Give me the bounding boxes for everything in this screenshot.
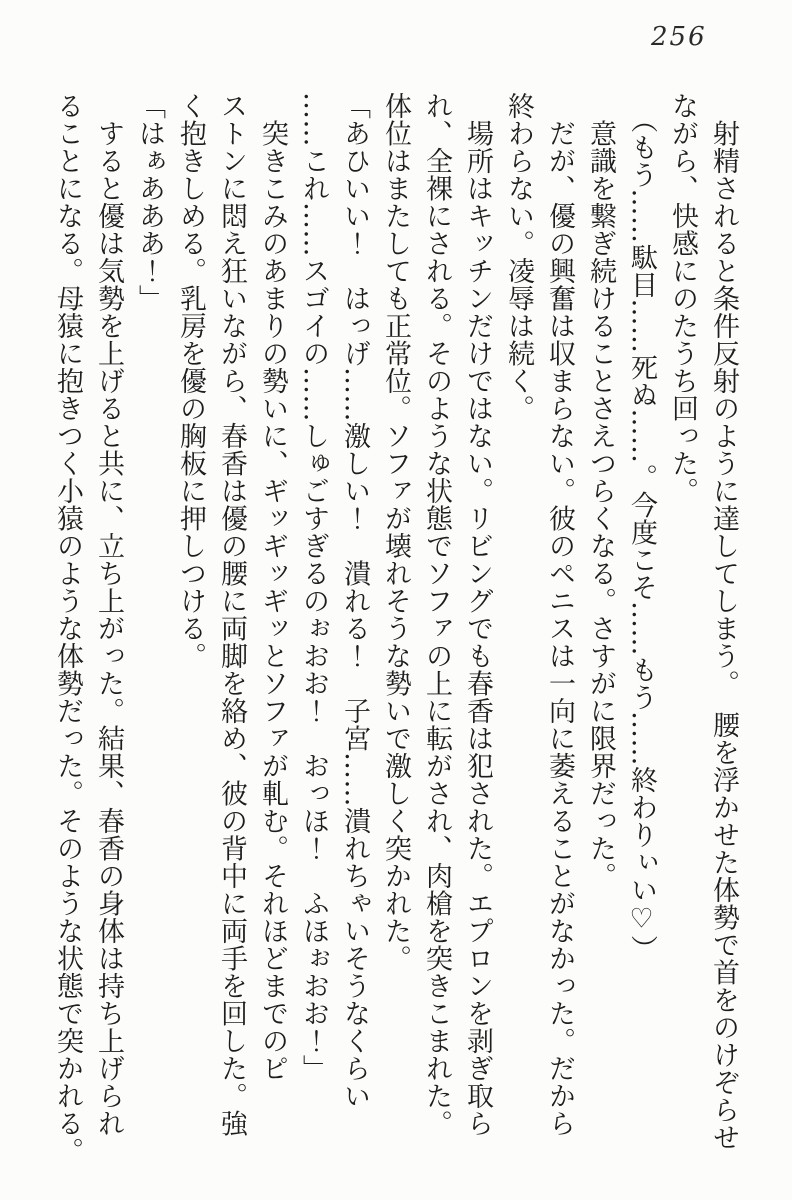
text-line: （もう……駄目……死ぬ……。今度こそ……もう……終わりぃい♡） bbox=[626, 92, 657, 963]
text-line: く抱きしめる。乳房を優の胸板に押しつける。 bbox=[175, 92, 206, 670]
text-line: 終わらない。凌辱は続く。 bbox=[503, 92, 534, 422]
text-line: 突きこみのあまりの勢いに、ギッギッギッとソファが軋む。それほどまでのピ bbox=[257, 92, 288, 1082]
text-line: ることになる。母猿に抱きつく小猿のような体勢だった。そのような状態で突かれる。 bbox=[52, 92, 83, 1165]
text-line: すると優は気勢を上げると共に、立ち上がった。結果、春香の身体は持ち上げられ bbox=[93, 92, 124, 1137]
text-line: 「あひいい！ はっげ……激しい！ 潰れる！ 子宮……潰れちゃいそうなくらい bbox=[339, 92, 370, 1110]
page-number: 256 bbox=[651, 22, 707, 52]
text-block bbox=[44, 92, 744, 1180]
text-line: れ、全裸にされる。そのような状態でソファの上に転がされ、肉槍を突きこまれた。 bbox=[421, 92, 452, 1137]
text-line: だが、優の興奮は収まらない。彼のペニスは一向に萎えることがなかった。だから bbox=[544, 92, 575, 1137]
text-line: ……これ……スゴイの……しゅごすぎるのぉおお！ おっほ！ ふほぉおお！」 bbox=[298, 92, 329, 1082]
text-line: ストンに悶え狂いながら、春香は優の腰に両脚を絡め、彼の背中に両手を回した。強 bbox=[216, 92, 247, 1137]
text-line: ながら、快感にのたうち回った。 bbox=[667, 92, 698, 505]
text-line: 「はぁあああ！」 bbox=[134, 92, 165, 312]
text-line: 意識を繋ぎ続けることさえつらくなる。さすがに限界だった。 bbox=[585, 92, 616, 890]
text-line: 射精されると条件反射のように達してしまう。 腰を浮かせた体勢で首をのけぞらせ bbox=[708, 92, 739, 1151]
text-line: 場所はキッチンだけではない。リビングでも春香は犯された。エプロンを剥ぎ取ら bbox=[462, 92, 493, 1137]
text-line: 体位はまたしても正常位。ソファが壊れそうな勢いで激しく突かれた。 bbox=[380, 92, 411, 972]
